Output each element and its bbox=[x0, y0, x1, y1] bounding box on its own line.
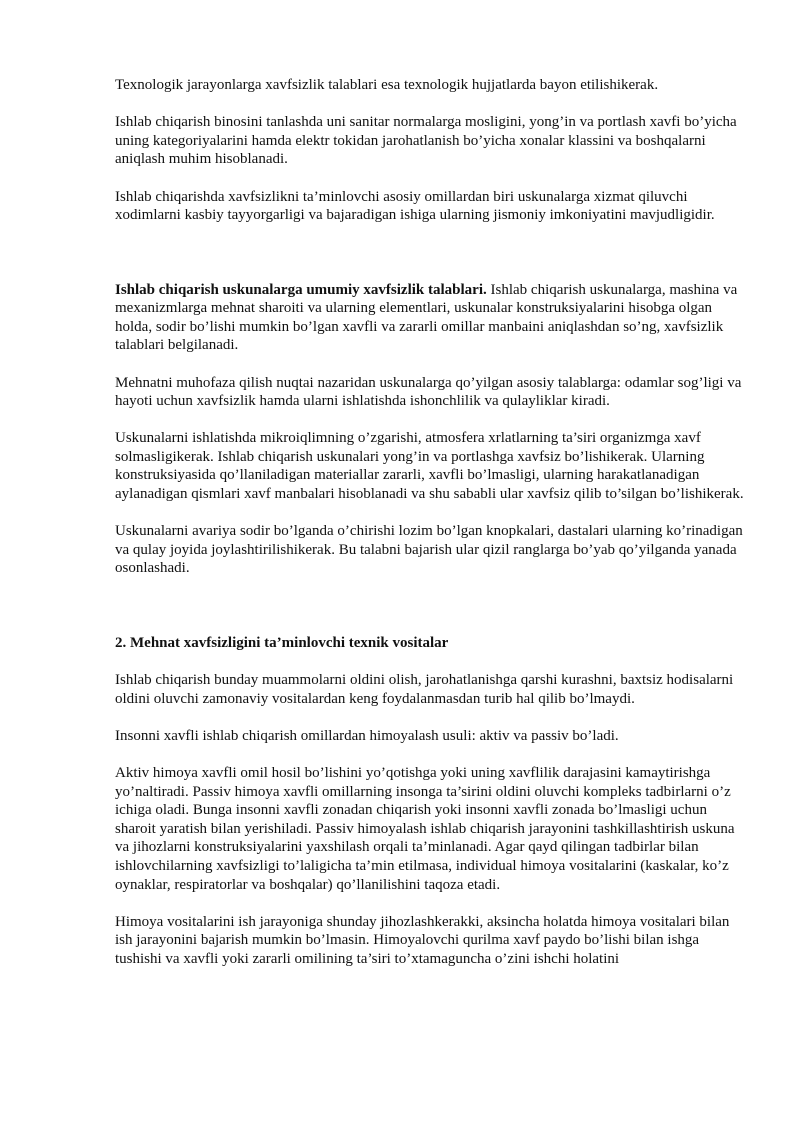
paragraph: Ishlab chiqarish binosini tanlashda uni sanitar normalarga mosligini, yong’in va portlash xavfi bo’yicha uning kategoriyalarini hamda elektr tokidan jarohatlanish bo’yicha xonalar klassini va boshqalarni aniqlash muhim hisoblanadi. bbox=[115, 114, 737, 168]
section-lead-text: Ishlab chiqarish uskunalarga, mashina va mexanizmlarga mehnat sharoiti va ularning elementlari, uskunalar konstruksiyalarini hisobga olgan holda, sodir bo’lishi mumkin bo’lgan xavfli va zararli omillar manbaini aniqlashdan so’ng, xavfsizlik talablari belgilanadi. bbox=[115, 281, 738, 354]
paragraph: Mehnatni muhofaza qilish nuqtai nazaridan uskunalarga qo’yilgan asosiy talablarga: odamlar sog’ligi va hayoti uchun xavfsizlik hamda ularni ishlatishda ishonchlilik va qulayliklar kiradi. bbox=[115, 374, 742, 410]
section-lead-title: Ishlab chiqarish uskunalarga umumiy xavfsizlik talablari. bbox=[115, 281, 487, 298]
spacer bbox=[115, 597, 745, 634]
paragraph: Ishlab chiqarishda xavfsizlikni ta’minlovchi asosiy omillardan biri uskunalarga xizmat qiluvchi xodimlarni kasbiy tayyorgarligi va bajaradigan ishiga ularning jismoniy imkoniyatini mavjudligidir. bbox=[115, 188, 715, 224]
paragraph: Insonni xavfli ishlab chiqarish omillardan himoyalash usuli: aktiv va passiv bo’ladi. bbox=[115, 727, 619, 744]
paragraph: Uskunalarni ishlatishda mikroiqlimning o’zgarishi, atmosfera xrlatlarning ta’siri organizmga xavf solmasligikerak. Ishlab chiqarish uskunalari yong’in va portlashga xavfsiz bo’lishikerak. Ularning konstruksiyasida qo’llaniladigan materiallar zararli, xavfli bo’lmasligi, ularning harakatlanadigan aylanadigan qismlari xavf manbalari hisoblanadi va shu sababli ular xavfsiz qilib to’silgan bo’lishikerak. bbox=[115, 430, 744, 503]
section-lead-paragraph bbox=[115, 281, 745, 355]
paragraph: Aktiv himoya xavfli omil hosil bo’lishini yo’qotishga yoki uning xavflilik darajasini kamaytirishga yo’naltiradi. Passiv himoya xavfli omillarning insonga ta’sirini oldini oluvchi kompleks tadbirlarni o’z ichiga oladi. Bunga insonni xavfli zonadan chiqarish yoki insonni xavfli zonada bo’lmasligi uchun sharoit yaratish bilan yerishiladi. Passiv himoyalash ishlab chiqarish jarayonini tashkillashtirish uskuna va jihozlarni konstruksiyalarini yaxshilash orqali ta’minlanadi. Agar qayd qilingan tadbirlar bilan ishlovchilarning xavfsizligi to’laligicha ta’min etilmasa, individual himoya vositalarini (kaskalar, ko’z oynaklar, respiratorlar va boshqalar) qo’llanilishini taqoza etadi. bbox=[115, 764, 735, 893]
section-heading: 2. Mehnat xavfsizligini ta’minlovchi texnik vositalar bbox=[115, 634, 449, 651]
document-page bbox=[115, 76, 745, 987]
paragraph: Texnologik jarayonlarga xavfsizlik talablari esa texnologik hujjatlarda bayon etilishikerak. bbox=[115, 77, 659, 93]
paragraph: Himoya vositalarini ish jarayoniga shunday jihozlashkerakki, aksincha holatda himoya vositalari bilan ish jarayonini bajarish mumkin bo’lmasin. Himoyalovchi qurilma xavf paydo bo’lishi bilan ishga tushishi va xavfli yoki zararli omilining ta’siri to’xtamaguncha o’zini ishchi holatini bbox=[115, 913, 730, 967]
paragraph: Ishlab chiqarish bunday muammolarni oldini olish, jarohatlanishga qarshi kurashni, baxtsiz hodisalarni oldini oluvchi zamonaviy vositalardan keng foydalanmasdan turib hal qilib bo’lmaydi. bbox=[115, 672, 734, 707]
spacer bbox=[115, 243, 745, 280]
paragraph: Uskunalarni avariya sodir bo’lganda o’chirishi lozim bo’lgan knopkalari, dastalari ularning ko’rinadigan va qulay joyida joylashtirilishikerak. Bu talabni bajarish ular qizil ranglarga bo’yab qo’yilganda yanada osonlashadi. bbox=[115, 523, 743, 577]
